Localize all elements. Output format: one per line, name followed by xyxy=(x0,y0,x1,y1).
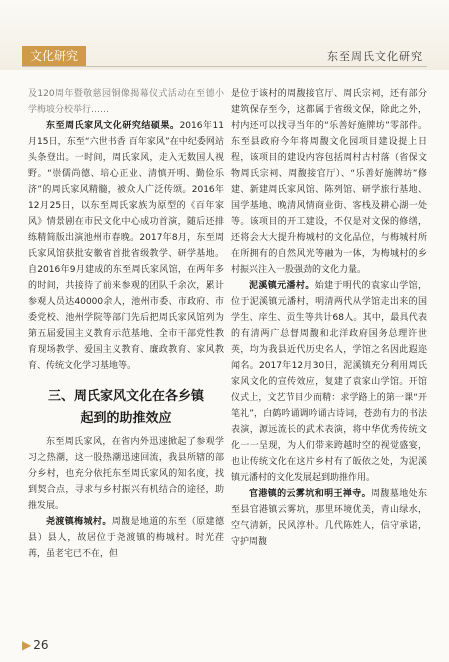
paragraph-lead: 泥溪镇元潘村。 xyxy=(249,281,315,291)
paragraph xyxy=(28,514,224,562)
paragraph-lead: 尧渡镇梅城村。 xyxy=(46,517,112,527)
paragraph-body: 始建于明代的袁家山学馆，位于泥溪镇元潘村，明清两代从学馆走出来的国学生、庠生、贡生等共计68人。其中，最具代表的有清两广总督周馥和北洋政府国务总理许世英，均为我县近代历史名人，学馆之名因此遐迩闻名。2017年12月30日，泥溪镇充分利用周氏家风文化的宣传效应，复建了袁家山学馆。开馆仪式上，文艺节目少而精：求学路上的第一课“开笔礼”，白鹤吟诵调吟诵古诗词，苍劲有力的书法表演，源远流长的武术表演，将中华优秀传统文化一一呈现，为人们带来跨越时空的视觉盛宴，也让传统文化在这片乡村有了皈依之处，为泥溪镇元潘村的文化发展起到助推作用。 xyxy=(231,281,427,483)
left-column xyxy=(28,86,224,562)
paragraph-lead: 官港镇的云雾坑和明王禅寺。 xyxy=(249,489,372,499)
page-marker-icon: ▶ xyxy=(22,638,32,652)
series-title: 东至周氏文化研究 xyxy=(327,50,423,63)
paragraph: 东至周氏家风，在省内外迅速掀起了参观学习之热潮，这一股热潮迅速回流，我县所辖的部分乡村，也充分依托东至周氏家风的知名度，找到契合点，寻求与乡村振兴有机结合的途径，助推发展。 xyxy=(28,437,224,511)
paragraph-lead: 东至周氏家风文化研究结硕果。 xyxy=(46,121,180,131)
page-number-text: 26 xyxy=(33,638,49,652)
right-column xyxy=(231,86,427,550)
paragraph xyxy=(231,486,427,550)
header-divider xyxy=(22,66,427,67)
section-heading-line: 三、周氏家风文化在各乡镇 xyxy=(47,389,204,404)
paragraph xyxy=(231,278,427,486)
section-heading xyxy=(28,386,224,430)
paragraph: 及120周年暨敬慈园铜像揭幕仪式活动在至德小学梅坡分校举行…… xyxy=(28,89,224,115)
paragraph xyxy=(28,118,224,374)
section-tag: 文化研究 xyxy=(22,46,86,66)
paragraph: 是位于该村的周馥接官厅、周氏宗祠，还有部分建筑保存至今，这都属于省级文保，除此之外，村内还可以找寻当年的“乐善好施牌坊”零部件。东至县政府今年将周馥文化园项目建设提上日程，该项目的建设内容包括周村古村落（省保文物周氏宗祠、周馥接官厅）、“乐善好施牌坊”修建、新建周氏家风馆、陈列馆、研学旅行基地、国学基地、晚清风情商业街、客栈及耕心湖一处等。该项目的开工建设，不仅是对文保的修缮，还将会大大提升梅城村的文化品位，与梅城村所在所拥有的自然风光等融为一体，为梅城村的乡村振兴注入一股强劲的文化力量。 xyxy=(231,89,427,275)
paragraph-body: 周馥是地道的东至（原建德县）县人，故居位于尧渡镇的梅城村。时光荏苒，虽老宅已不在，但 xyxy=(28,517,224,559)
paragraph-body: 2016年11月15日，东至“六世书香 百年家风”在中纪委网站头条登出。一时间，周氏家风，走入无数国人视野。“崇儒尚德、培心正业、清慎开明、勤俭乐济”的周氏家风精髓，被众人广泛传颂。2016年12月25日，以东至周氏家族为原型的《百年家风》情景剧在市民文化中心成功首演，随后还排练精简版出演池州市春晚。2017年8月，东至周氏家风馆获批安徽省首批省级教学、研学基地。自2016年9月建成的东至周氏家风馆，在两年多的时间，共接待了前来参观的团队千余次，累计参观人员达40000余人，池州市委、市政府、市委党校、池州学院等部门先后把周氏家风馆列为第五届爱国主义教育示范基地、全市干部党性教育现场教学、爱国主义教育、廉政教育、家风教育、传统文化学习基地等。 xyxy=(28,121,224,371)
paragraph-body: 周馥墓地处东至县官港镇云雾坑，那里环境优美，青山绿水，空气清新，民风淳朴。几代陈姓人，信守承诺，守护周馥 xyxy=(231,489,427,547)
section-heading-line: 起到的助推效应 xyxy=(80,411,172,426)
page-number xyxy=(22,638,49,652)
